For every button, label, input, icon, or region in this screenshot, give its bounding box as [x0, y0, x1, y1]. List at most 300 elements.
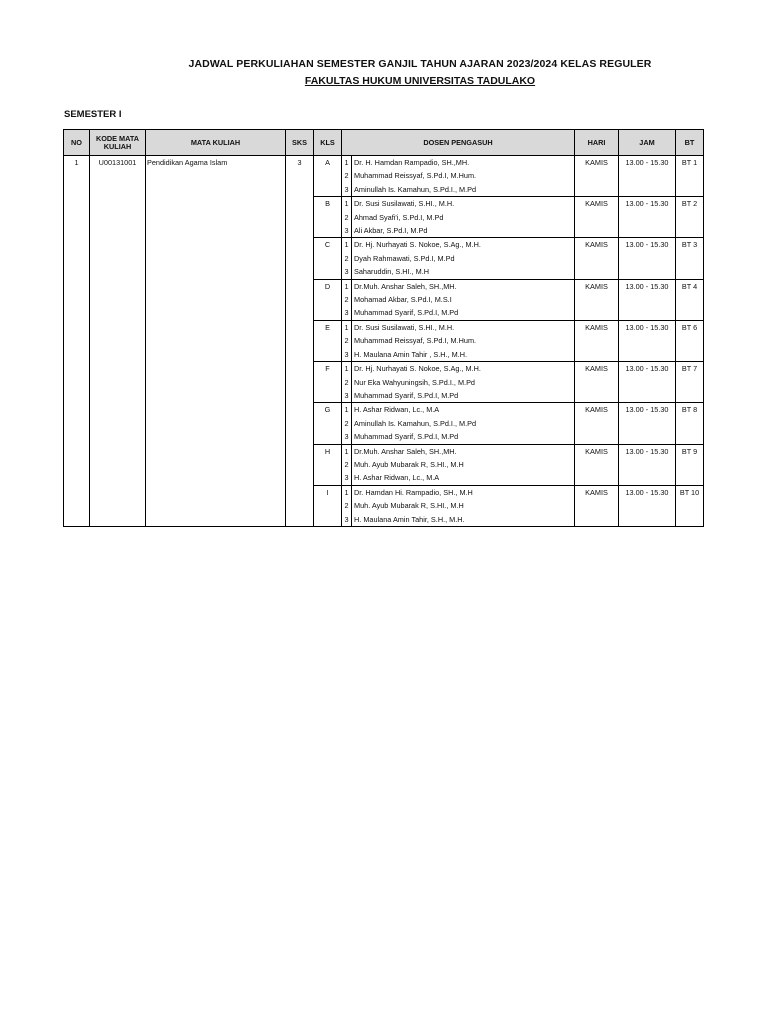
class-code	[314, 252, 342, 265]
lecturer-name: Dr. Susi Susilawati, S.HI., M.H.	[352, 197, 575, 211]
col-header-dosen: DOSEN PENGASUH	[342, 130, 575, 156]
lecturer-name: Nur Eka Wahyuningsih, S.Pd.I., M.Pd	[352, 376, 575, 389]
course-sks	[286, 458, 314, 471]
col-header-hari: HARI	[575, 130, 619, 156]
course-no	[64, 376, 90, 389]
course-name	[146, 169, 286, 182]
table-row	[64, 403, 704, 417]
course-name	[146, 279, 286, 293]
class-day: KAMIS	[575, 197, 619, 211]
lecturer-name: Dr. Hamdan Hi. Rampadio, SH., M.H	[352, 485, 575, 499]
class-room	[676, 389, 704, 403]
lecturer-number: 3	[344, 184, 349, 194]
class-day	[575, 265, 619, 279]
lecturer-name: Dr.Muh. Anshar Saleh, SH.,MH.	[352, 279, 575, 293]
class-code	[314, 169, 342, 182]
course-sks	[286, 252, 314, 265]
course-no	[64, 279, 90, 293]
course-code	[90, 471, 146, 485]
course-sks	[286, 183, 314, 197]
course-name	[146, 458, 286, 471]
course-code	[90, 265, 146, 279]
lecturer-number: 2	[344, 295, 349, 305]
class-day	[575, 224, 619, 238]
lecturer-name: Saharuddin, S.HI., M.H	[352, 265, 575, 279]
course-sks	[286, 348, 314, 362]
class-day: KAMIS	[575, 156, 619, 170]
course-sks	[286, 334, 314, 347]
lecturer-number: 2	[344, 501, 349, 511]
course-sks	[286, 211, 314, 224]
class-room	[676, 376, 704, 389]
class-time	[619, 389, 676, 403]
col-header-no: NO	[64, 130, 90, 156]
class-code	[314, 348, 342, 362]
table-row	[64, 238, 704, 252]
course-name	[146, 485, 286, 499]
course-no: 1	[64, 156, 90, 170]
course-no	[64, 169, 90, 182]
class-code	[314, 293, 342, 306]
course-name	[146, 362, 286, 376]
course-sks	[286, 320, 314, 334]
class-time: 13.00 - 15.30	[619, 238, 676, 252]
class-day	[575, 348, 619, 362]
class-room: BT 6	[676, 320, 704, 334]
class-code	[314, 458, 342, 471]
course-name	[146, 293, 286, 306]
course-sks	[286, 430, 314, 444]
lecturer-number: 2	[344, 212, 349, 222]
course-sks	[286, 403, 314, 417]
course-name	[146, 211, 286, 224]
class-code	[314, 499, 342, 512]
table-row	[64, 183, 704, 197]
course-code	[90, 362, 146, 376]
class-time	[619, 293, 676, 306]
table-row	[64, 417, 704, 430]
lecturer-name: Dr.Muh. Anshar Saleh, SH.,MH.	[352, 444, 575, 458]
lecturer-number: 2	[344, 377, 349, 387]
class-room: BT 8	[676, 403, 704, 417]
class-code	[314, 265, 342, 279]
course-no	[64, 320, 90, 334]
course-code: U00131001	[90, 156, 146, 170]
course-name	[146, 238, 286, 252]
course-name	[146, 183, 286, 197]
class-time	[619, 513, 676, 527]
class-time	[619, 471, 676, 485]
lecturer-name: Muhammad Syarif, S.Pd.I, M.Pd	[352, 389, 575, 403]
lecturer-number: 3	[344, 308, 349, 318]
lecturer-number: 1	[342, 197, 352, 211]
course-no	[64, 197, 90, 211]
course-sks	[286, 293, 314, 306]
table-row	[64, 362, 704, 376]
class-room	[676, 513, 704, 527]
class-day	[575, 458, 619, 471]
course-sks	[286, 238, 314, 252]
lecturer-name: Aminullah Is. Kamahun, S.Pd.I., M.Pd	[352, 183, 575, 197]
class-time	[619, 306, 676, 320]
course-name	[146, 471, 286, 485]
course-sks	[286, 471, 314, 485]
class-code: C	[314, 238, 342, 252]
course-no	[64, 430, 90, 444]
course-code	[90, 306, 146, 320]
course-code	[90, 458, 146, 471]
class-code	[314, 389, 342, 403]
course-name	[146, 197, 286, 211]
class-day	[575, 513, 619, 527]
class-day	[575, 252, 619, 265]
course-code	[90, 444, 146, 458]
class-time	[619, 169, 676, 182]
course-code	[90, 485, 146, 499]
course-no	[64, 499, 90, 512]
class-day: KAMIS	[575, 403, 619, 417]
lecturer-name: Muh. Ayub Mubarak R, S.HI., M.H	[352, 499, 575, 512]
lecturer-number: 3	[342, 513, 352, 527]
class-time: 13.00 - 15.30	[619, 403, 676, 417]
document-subtitle: FAKULTAS HUKUM UNIVERSITAS TADULAKO	[304, 75, 536, 87]
course-code	[90, 513, 146, 527]
course-name	[146, 334, 286, 347]
class-code: F	[314, 362, 342, 376]
lecturer-name: H. Ashar Ridwan, Lc., M.A	[352, 471, 575, 485]
class-day	[575, 471, 619, 485]
course-sks	[286, 197, 314, 211]
class-day: KAMIS	[575, 279, 619, 293]
lecturer-name: Dr. H. Hamdan Rampadio, SH.,MH.	[352, 156, 575, 170]
class-room	[676, 430, 704, 444]
class-room	[676, 224, 704, 238]
course-name	[146, 320, 286, 334]
table-row	[64, 265, 704, 279]
lecturer-name: Aminullah Is. Kamahun, S.Pd.I., M.Pd	[352, 417, 575, 430]
class-time	[619, 265, 676, 279]
class-room	[676, 169, 704, 182]
class-room: BT 9	[676, 444, 704, 458]
class-day	[575, 499, 619, 512]
col-header-mata-kuliah: MATA KULIAH	[146, 130, 286, 156]
col-header-sks: SKS	[286, 130, 314, 156]
course-name	[146, 444, 286, 458]
class-code	[314, 183, 342, 197]
class-room	[676, 417, 704, 430]
table-row	[64, 348, 704, 362]
class-time: 13.00 - 15.30	[619, 197, 676, 211]
class-room: BT 3	[676, 238, 704, 252]
class-day	[575, 306, 619, 320]
course-sks: 3	[286, 156, 314, 170]
course-code	[90, 211, 146, 224]
class-room	[676, 458, 704, 471]
course-name	[146, 252, 286, 265]
class-time	[619, 334, 676, 347]
table-row	[64, 306, 704, 320]
class-time	[619, 458, 676, 471]
table-row	[64, 499, 704, 512]
course-name	[146, 265, 286, 279]
lecturer-number: 3	[344, 349, 349, 359]
course-code	[90, 252, 146, 265]
class-day	[575, 183, 619, 197]
course-code	[90, 376, 146, 389]
course-code	[90, 320, 146, 334]
col-header-bt: BT	[676, 130, 704, 156]
lecturer-number: 2	[344, 459, 349, 469]
class-room	[676, 334, 704, 347]
class-room	[676, 211, 704, 224]
table-header-row	[64, 130, 704, 156]
class-time	[619, 348, 676, 362]
class-room: BT 1	[676, 156, 704, 170]
lecturer-name: Muhammad Syarif, S.Pd.I, M.Pd	[352, 430, 575, 444]
table-row	[64, 224, 704, 238]
lecturer-name: Muhammad Reissyaf, S.Pd.I, M.Hum.	[352, 169, 575, 182]
class-code	[314, 306, 342, 320]
schedule-table	[63, 129, 704, 527]
course-no	[64, 238, 90, 252]
class-room	[676, 265, 704, 279]
course-no	[64, 306, 90, 320]
class-code	[314, 211, 342, 224]
class-day: KAMIS	[575, 362, 619, 376]
table-row	[64, 485, 704, 499]
table-row	[64, 279, 704, 293]
class-code	[314, 376, 342, 389]
course-name	[146, 430, 286, 444]
class-room	[676, 471, 704, 485]
class-room: BT 2	[676, 197, 704, 211]
table-row	[64, 293, 704, 306]
course-no	[64, 183, 90, 197]
class-day	[575, 293, 619, 306]
course-name	[146, 224, 286, 238]
course-sks	[286, 444, 314, 458]
lecturer-number: 1	[342, 279, 352, 293]
table-row	[64, 197, 704, 211]
class-time	[619, 430, 676, 444]
class-code	[314, 417, 342, 430]
course-no	[64, 334, 90, 347]
course-no	[64, 252, 90, 265]
lecturer-name: Mohamad Akbar, S.Pd.I, M.S.I	[352, 293, 575, 306]
course-sks	[286, 389, 314, 403]
table-row	[64, 430, 704, 444]
course-code	[90, 279, 146, 293]
table-row	[64, 458, 704, 471]
course-no	[64, 211, 90, 224]
course-sks	[286, 224, 314, 238]
lecturer-number: 1	[342, 485, 352, 499]
course-sks	[286, 485, 314, 499]
lecturer-name: Dr. Susi Susilawati, S.HI., M.H.	[352, 320, 575, 334]
lecturer-name: Ali Akbar, S.Pd.I, M.Pd	[352, 224, 575, 238]
table-row	[64, 334, 704, 347]
lecturer-number: 2	[344, 336, 349, 346]
lecturer-number: 3	[344, 473, 349, 483]
table-row	[64, 320, 704, 334]
lecturer-name: Dyah Rahmawati, S.Pd.I, M.Pd	[352, 252, 575, 265]
class-code: G	[314, 403, 342, 417]
course-code	[90, 169, 146, 182]
col-header-kls: KLS	[314, 130, 342, 156]
table-body	[64, 156, 704, 527]
class-time	[619, 376, 676, 389]
lecturer-number: 3	[344, 226, 349, 236]
lecturer-name: Muhammad Syarif, S.Pd.I, M.Pd	[352, 306, 575, 320]
lecturer-number: 2	[344, 171, 349, 181]
class-code: B	[314, 197, 342, 211]
class-day	[575, 389, 619, 403]
class-code	[314, 224, 342, 238]
course-no	[64, 389, 90, 403]
course-sks	[286, 279, 314, 293]
lecturer-number: 1	[342, 238, 352, 252]
course-code	[90, 224, 146, 238]
table-row	[64, 513, 704, 527]
course-sks	[286, 513, 314, 527]
course-code	[90, 183, 146, 197]
course-code	[90, 417, 146, 430]
course-no	[64, 265, 90, 279]
course-code	[90, 348, 146, 362]
table-row	[64, 211, 704, 224]
course-sks	[286, 499, 314, 512]
class-day	[575, 376, 619, 389]
lecturer-name: Ahmad Syafi'i, S.Pd.I, M.Pd	[352, 211, 575, 224]
course-code	[90, 197, 146, 211]
class-time	[619, 417, 676, 430]
class-day: KAMIS	[575, 444, 619, 458]
class-time	[619, 183, 676, 197]
class-code	[314, 334, 342, 347]
class-code: D	[314, 279, 342, 293]
lecturer-number: 2	[344, 418, 349, 428]
class-room: BT 4	[676, 279, 704, 293]
class-day	[575, 430, 619, 444]
lecturer-number: 1	[344, 158, 349, 167]
class-time: 13.00 - 15.30	[619, 279, 676, 293]
lecturer-name: Dr. Hj. Nurhayati S. Nokoe, S.Ag., M.H.	[352, 238, 575, 252]
class-room	[676, 293, 704, 306]
table-row	[64, 376, 704, 389]
lecturer-number: 3	[344, 432, 349, 442]
document-title: JADWAL PERKULIAHAN SEMESTER GANJIL TAHUN AJARAN 2023/2024 KELAS REGULER	[188, 58, 652, 70]
lecturer-name: H. Ashar Ridwan, Lc., M.A	[352, 403, 575, 417]
class-time	[619, 224, 676, 238]
table-row	[64, 156, 704, 170]
class-day	[575, 334, 619, 347]
table-row	[64, 389, 704, 403]
semester-label: SEMESTER I	[64, 109, 122, 120]
course-name	[146, 306, 286, 320]
class-room	[676, 306, 704, 320]
table-row	[64, 444, 704, 458]
course-name	[146, 513, 286, 527]
course-code	[90, 293, 146, 306]
class-day: KAMIS	[575, 485, 619, 499]
class-room	[676, 252, 704, 265]
course-code	[90, 403, 146, 417]
course-no	[64, 293, 90, 306]
class-room: BT 7	[676, 362, 704, 376]
table-row	[64, 169, 704, 182]
course-code	[90, 389, 146, 403]
class-day	[575, 417, 619, 430]
class-code: E	[314, 320, 342, 334]
course-code	[90, 499, 146, 512]
class-time: 13.00 - 15.30	[619, 485, 676, 499]
class-code	[314, 430, 342, 444]
course-no	[64, 348, 90, 362]
course-name: Pendidikan Agama Islam	[146, 156, 286, 170]
course-no	[64, 362, 90, 376]
class-room	[676, 499, 704, 512]
lecturer-number: 1	[342, 444, 352, 458]
course-sks	[286, 362, 314, 376]
course-no	[64, 471, 90, 485]
table-row	[64, 471, 704, 485]
course-no	[64, 485, 90, 499]
course-name	[146, 417, 286, 430]
course-name	[146, 348, 286, 362]
col-header-jam: JAM	[619, 130, 676, 156]
course-sks	[286, 376, 314, 389]
course-no	[64, 224, 90, 238]
course-code	[90, 334, 146, 347]
course-no	[64, 444, 90, 458]
lecturer-name: Dr. Hj. Nurhayati S. Nokoe, S.Ag., M.H.	[352, 362, 575, 376]
course-name	[146, 403, 286, 417]
class-room	[676, 183, 704, 197]
course-no	[64, 513, 90, 527]
class-time: 13.00 - 15.30	[619, 156, 676, 170]
course-no	[64, 417, 90, 430]
lecturer-number: 1	[342, 403, 352, 417]
class-time: 13.00 - 15.30	[619, 362, 676, 376]
lecturer-number: 1	[342, 320, 352, 334]
lecturer-number: 1	[342, 362, 352, 376]
class-code: H	[314, 444, 342, 458]
col-header-kode: KODE MATA KULIAH	[90, 130, 146, 156]
course-no	[64, 458, 90, 471]
course-sks	[286, 169, 314, 182]
course-sks	[286, 265, 314, 279]
class-time: 13.00 - 15.30	[619, 320, 676, 334]
lecturer-number: 3	[344, 267, 349, 277]
course-name	[146, 389, 286, 403]
lecturer-number: 3	[344, 390, 349, 400]
course-sks	[286, 306, 314, 320]
class-time	[619, 252, 676, 265]
course-code	[90, 430, 146, 444]
course-code	[90, 238, 146, 252]
class-time	[619, 211, 676, 224]
class-code	[314, 513, 342, 527]
course-name	[146, 376, 286, 389]
class-day: KAMIS	[575, 320, 619, 334]
lecturer-name: H. Maulana Amin Tahir , S.H., M.H.	[352, 348, 575, 362]
class-day	[575, 211, 619, 224]
class-room	[676, 348, 704, 362]
class-code: I	[314, 485, 342, 499]
table-row	[64, 252, 704, 265]
lecturer-name: Muhammad Reissyaf, S.Pd.I, M.Hum.	[352, 334, 575, 347]
class-day	[575, 169, 619, 182]
